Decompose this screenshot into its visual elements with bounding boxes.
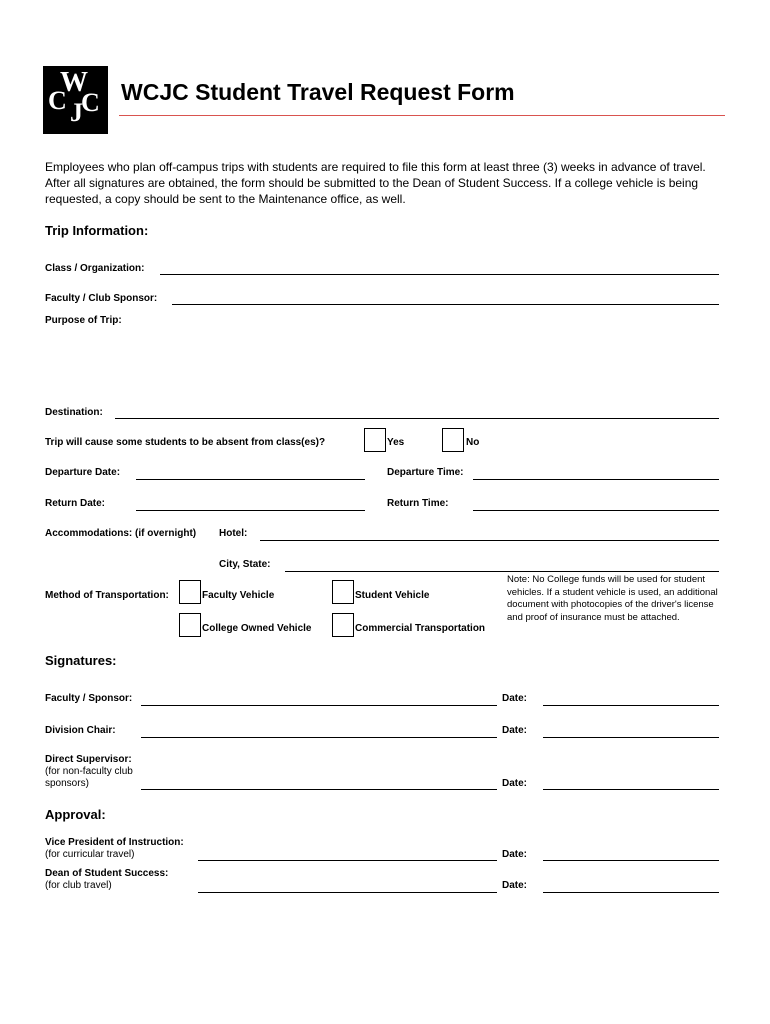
logo-letter-w: W — [60, 67, 88, 98]
city-state-label: City, State: — [219, 559, 271, 570]
absent-yes-label: Yes — [387, 437, 405, 448]
return-time-label: Return Time: — [387, 498, 449, 509]
vp-instruction-note: (for curricular travel) — [45, 849, 135, 860]
faculty-sponsor-date-label: Date: — [502, 693, 528, 704]
logo-letter-c1: C — [48, 86, 67, 115]
division-chair-date-field[interactable] — [543, 737, 719, 738]
faculty-club-sponsor-field[interactable] — [172, 304, 719, 305]
dean-student-success-note: (for club travel) — [45, 880, 112, 891]
approval-heading: Approval: — [45, 807, 106, 822]
direct-supervisor-date-label: Date: — [502, 778, 528, 789]
purpose-of-trip-field[interactable] — [45, 330, 719, 400]
dean-student-success-date-label: Date: — [502, 880, 528, 891]
trip-information-heading: Trip Information: — [45, 223, 149, 238]
title-divider — [119, 115, 725, 116]
purpose-of-trip-label: Purpose of Trip: — [45, 315, 122, 326]
dean-student-success-signature-label: Dean of Student Success: — [45, 868, 169, 879]
division-chair-date-label: Date: — [502, 725, 528, 736]
return-time-field[interactable] — [473, 510, 719, 511]
intro-paragraph: Employees who plan off-campus trips with students are required to file this form at least three (3) weeks in advance of travel. After all signatures are obtained, the form should be submitted to the Dean of Student Success. If a college vehicle is being requested, a copy should be sent to the Maintenance office, as well. — [45, 160, 706, 206]
absent-question-label: Trip will cause some students to be absent from class(es)? — [45, 437, 326, 448]
dean-student-success-signature-field[interactable] — [198, 892, 497, 893]
direct-supervisor-date-field[interactable] — [543, 789, 719, 790]
commercial-transportation-label: Commercial Transportation — [355, 623, 486, 634]
faculty-sponsor-signature-field[interactable] — [141, 705, 497, 706]
division-chair-signature-field[interactable] — [141, 737, 497, 738]
faculty-vehicle-label: Faculty Vehicle — [202, 590, 275, 601]
faculty-sponsor-signature-label: Faculty / Sponsor: — [45, 693, 133, 704]
student-vehicle-note: Note: No College funds will be used for student vehicles. If a student vehicle is used, an additional document with photocopies of the driver's license and proof of insurance must be attached. — [507, 574, 718, 623]
direct-supervisor-note-line1: (for non-faculty club — [45, 766, 133, 777]
accommodations-label: Accommodations: (if overnight) — [45, 528, 197, 539]
absent-no-checkbox[interactable] — [442, 428, 464, 452]
departure-date-label: Departure Date: — [45, 467, 121, 478]
return-date-field[interactable] — [136, 510, 365, 511]
student-vehicle-checkbox[interactable] — [332, 580, 354, 604]
dean-student-success-date-field[interactable] — [543, 892, 719, 893]
faculty-vehicle-checkbox[interactable] — [179, 580, 201, 604]
logo-letter-c2: C — [81, 88, 100, 117]
departure-time-field[interactable] — [473, 479, 719, 480]
direct-supervisor-note-line2: sponsors) — [45, 778, 89, 789]
absent-no-label: No — [466, 437, 480, 448]
destination-field[interactable] — [115, 418, 719, 419]
college-owned-vehicle-checkbox[interactable] — [179, 613, 201, 637]
faculty-club-sponsor-label: Faculty / Club Sponsor: — [45, 293, 158, 304]
hotel-field[interactable] — [260, 540, 719, 541]
faculty-sponsor-date-field[interactable] — [543, 705, 719, 706]
direct-supervisor-signature-label: Direct Supervisor: — [45, 754, 132, 765]
logo-letter-j: J — [70, 98, 83, 127]
commercial-transportation-checkbox[interactable] — [332, 613, 354, 637]
direct-supervisor-signature-field[interactable] — [141, 789, 497, 790]
division-chair-signature-label: Division Chair: — [45, 725, 116, 736]
college-owned-vehicle-label: College Owned Vehicle — [202, 623, 312, 634]
hotel-label: Hotel: — [219, 528, 248, 539]
vp-instruction-date-field[interactable] — [543, 860, 719, 861]
wcjc-logo — [43, 66, 108, 134]
signatures-heading: Signatures: — [45, 653, 117, 668]
absent-yes-checkbox[interactable] — [364, 428, 386, 452]
return-date-label: Return Date: — [45, 498, 106, 509]
class-organization-field[interactable] — [160, 274, 719, 275]
vp-instruction-signature-field[interactable] — [198, 860, 497, 861]
destination-label: Destination: — [45, 407, 103, 418]
class-organization-label: Class / Organization: — [45, 263, 145, 274]
departure-date-field[interactable] — [136, 479, 365, 480]
student-vehicle-label: Student Vehicle — [355, 590, 430, 601]
vp-instruction-signature-label: Vice President of Instruction: — [45, 837, 184, 848]
method-of-transportation-label: Method of Transportation: — [45, 590, 169, 601]
departure-time-label: Departure Time: — [387, 467, 464, 478]
city-state-field[interactable] — [285, 571, 719, 572]
vp-instruction-date-label: Date: — [502, 849, 528, 860]
page-title: WCJC Student Travel Request Form — [121, 79, 515, 105]
